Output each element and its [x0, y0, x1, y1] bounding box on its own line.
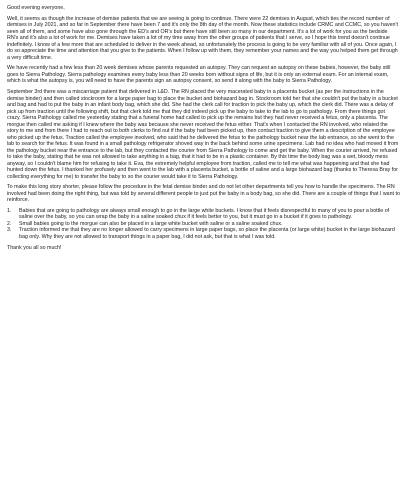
paragraph-autopsy: We have recently had a few less than 20 week demises whose parents requested an autopsy. They can request an autopsy on these babies, however, the baby still goes to Sierra Pathology. Sierra pathology examines every baby less than 20 weeks born without signs of life, but it is only an external exam. For an internal exam, which is what the autopsy is, you will need to have the parents sign an autopsy consent, so send it along with the baby to Sierra Pathology. — [7, 65, 391, 85]
list-item-text: Traction informed me that they are no longer allowed to carry specimens in large paper bags, so place the placenta (or large white) bucket in the large biohazard bag only. Why they are not allowed to transport things in a paper bag, I did not ask, but that is what I was told. — [19, 227, 395, 240]
list-item-text: Small babies going to the morgue can also be placed in a large white bucket with saline or a saline soaked chux. — [19, 220, 283, 227]
list-item — [7, 227, 400, 240]
reinforcement-list — [7, 208, 400, 241]
closing: Thank you all so much! — [7, 244, 62, 251]
list-item-text: Babies that are going to pathology are always small enough to go in the large white buckets. I know that it feels disrespectful to many of you to pour a bottle of saline over the baby, so you can wrap the baby in a saline soaked chux if it feels better to you, but it must go in a bucket if it goes to pathology. — [19, 207, 390, 221]
paragraph-procedure: To make this long story shorter, please follow the procedure in the fetal demise binder and do not let other departments tell you how to handle the specimens. The RN involved had been doing the right thing, but was told by several different people to just put the baby in a body bag, so she did. There are a couple of things that I want to reinforce. — [7, 184, 400, 204]
list-item-number: 1. — [7, 207, 12, 214]
list-item-number: 2. — [7, 220, 12, 227]
paragraph-demise-increase: Well, it seems as though the increase of demise patients that we are seeing is going to continue. There were 22 demises in August, which ties the record number of demises in July 2021, and so far in September there have been 7 and it's only the 8th day of the month. Now these statistics include CRMC and CCMC, so you haven't seen all of them, and some have also gone through the ED's and OR's but there have still been so many in our department. It's a lot of work for you as the bedside RN's and it's also a lot of work for me. Demises have taken a lot of my time away from the other groups of patients that I serve, so I hope this trend doesn't continue indefinitely. I know of a few more that are scheduled to deliver in the week ahead, so unfortunately the process is going to be very familiar with all of you. Once again, I do so appreciate the time and attention that you give to the patients. When I follow up with them, they remember your names and the way you helped them get through a very difficult time. — [7, 15, 398, 61]
paragraph-september-incident: September 3rd there was a miscarriage patient that delivered in L&D. The RN placed the very macerated baby in a placenta bucket (as per the instructions in the demise binder) and then called stockroom for a large paper bag to place the bucket and biohazard bag in. Stockroom told her that she couldn't put the baby in a bucket and bag and had to put the baby in an infant body bag, which she did. She had the clerk call for traction to pick the baby up, which the clerk did. There was a delay of pick up from traction until the following shift, but that clerk told me that they did indeed pick up the baby to take to the lab to go to pathology. From there things got crazy. Sierra Pathology called me yesterday stating that a funeral home had called to pick up the remains but they had never received a fetus, only a placenta. The morgue then called me asking if I knew where the baby was because she never received the fetus either. That's when I contacted the RN involved, who related the story to me and from there I had to reach out to both clerks to find out if the baby had been picked up, then contact traction to give them a description of the employee who picked up the fetus. Traction called the employee involved, who said that he delivered the fetus to the pathology bucket near the lab entrance, so she went to the lab to search for the fetus. It was found in a small pathology refrigerator shoved way in the back behind some urine specimens. Lab had no idea who had moved it from the pathology bucket near the entrance to the lab, but they contacted the courier from Sierra Pathology to come and get the baby. When the courier arrived, he refused to take the baby, stating that he was not allowed to take anything in a bag, that it had to be in a plastic container. By this time the body bag was a wet, bloody mess anyway, so I couldn't blame him for refusing to take it. Eva, the extremely helpful employee from traction, called me to tell me what was happening and that she had hunted down the fetus. I thanked her profusely and then went to the lab with a placenta bucket, a bottle of saline and a large biohazard bag (thanks to Theresa Bray for collecting everything for me) to transfer the baby to so the courier would take it to Sierra Pathology. — [7, 89, 399, 180]
list-item — [7, 208, 400, 221]
greeting: Good evening everyone, — [7, 5, 65, 11]
list-item-number: 3. — [7, 227, 12, 234]
